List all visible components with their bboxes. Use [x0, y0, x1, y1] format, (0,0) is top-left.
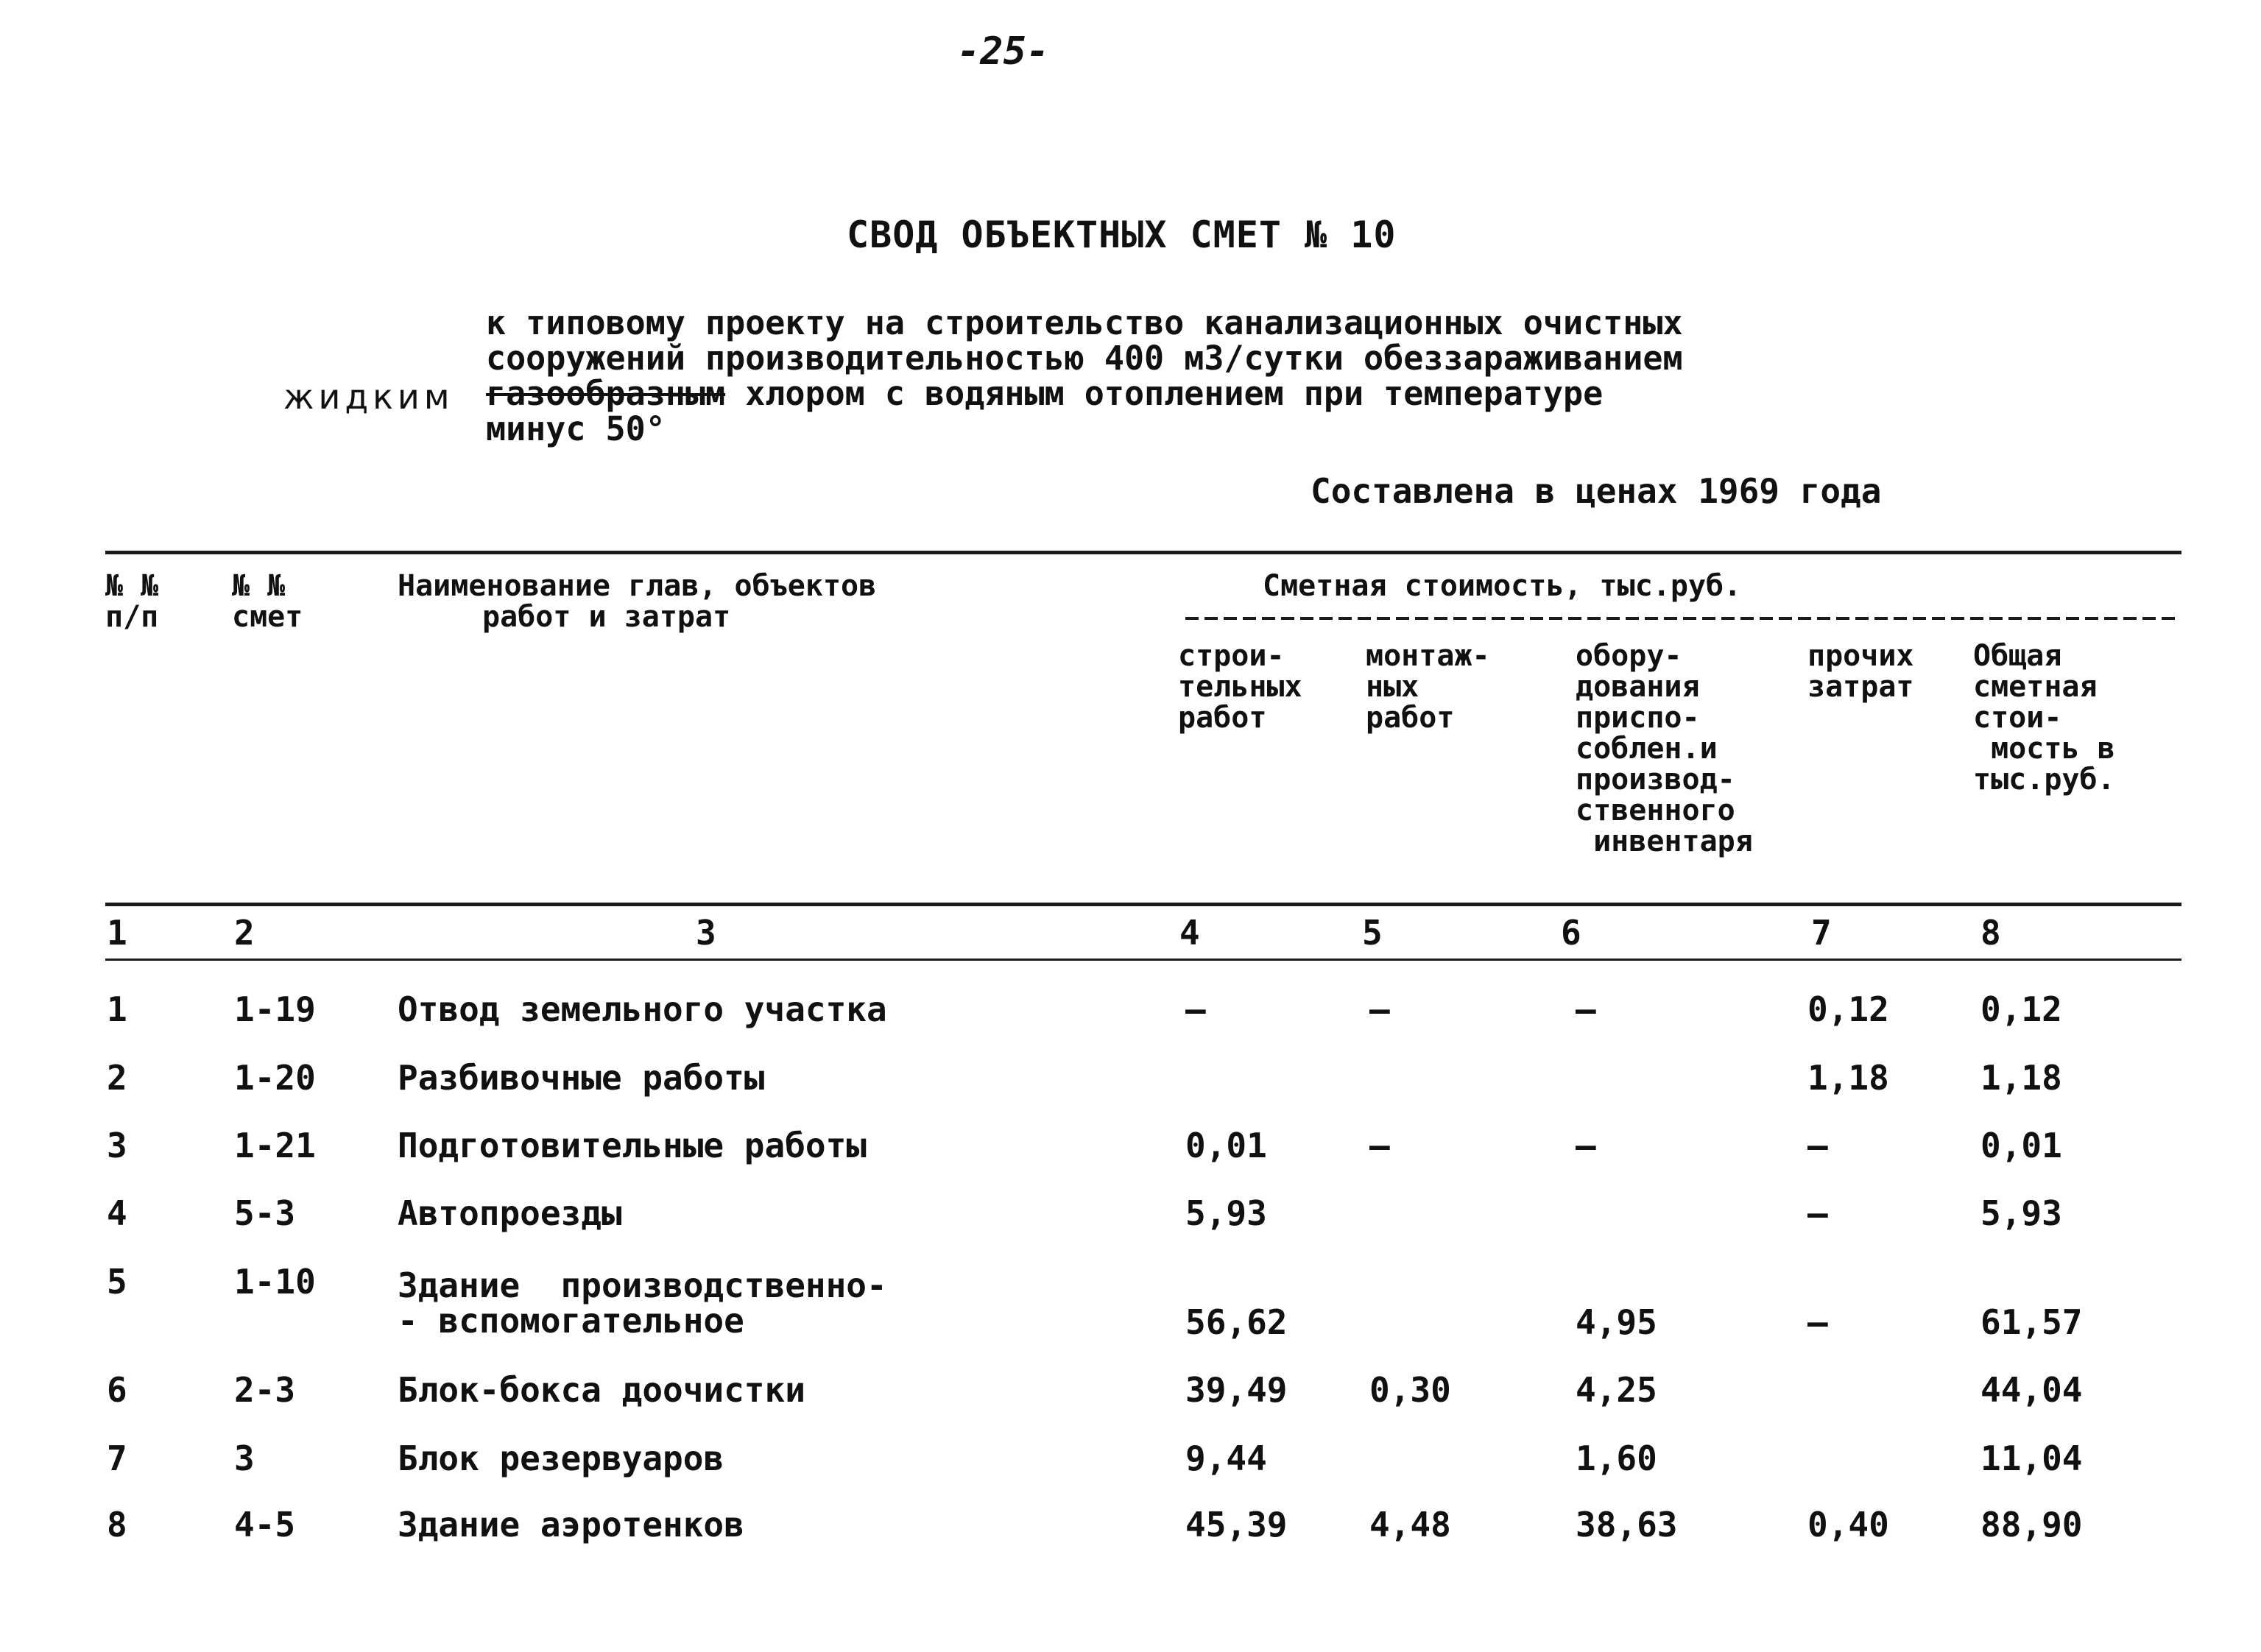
table-cell-installation: 0,30 [1369, 1370, 1451, 1410]
table-cell-num: 7 [107, 1439, 127, 1478]
table-cell-num: 8 [107, 1505, 127, 1545]
table-cell-name: Здание аэротенков [398, 1505, 744, 1545]
header-equipment: обору- дования приспо- соблен.и производ- ственного инвентаря [1576, 639, 1753, 858]
table-cell-equipment: 4,95 [1576, 1302, 1657, 1342]
header-cost-group: Сметная стоимость, тыс.руб. [1263, 569, 1742, 603]
table-cell-name: Автопроезды [398, 1193, 622, 1233]
table-cell-total: 5,93 [1980, 1193, 2062, 1233]
table-cell-other: – [1807, 1302, 1828, 1342]
table-cell-equipment: 1,60 [1576, 1439, 1657, 1478]
header-bottom-rule [105, 903, 2181, 906]
table-cell-total: 11,04 [1980, 1439, 2083, 1478]
table-cell-total: 0,01 [1980, 1126, 2062, 1165]
table-cell-equipment: 4,25 [1576, 1370, 1657, 1410]
subtitle-line-3-rest: хлором с водяным отоплением при температуре [725, 374, 1604, 413]
table-cell-estimate: 4-5 [234, 1505, 296, 1545]
col-number: 1 [107, 913, 127, 953]
col-number: 7 [1811, 913, 1832, 953]
table-cell-other: 0,40 [1807, 1505, 1889, 1545]
table-cell-estimate: 1-21 [234, 1126, 316, 1165]
column-numbers-rule [105, 959, 2181, 961]
document-subtitle [486, 303, 1683, 448]
table-cell-construction: 45,39 [1185, 1505, 1288, 1545]
table-cell-construction: 5,93 [1185, 1193, 1267, 1233]
table-cell-name: Блок-бокса доочистки [398, 1370, 805, 1410]
price-basis-note: Составлена в ценах 1969 года [1311, 471, 1882, 511]
table-cell-num: 5 [107, 1262, 127, 1302]
table-cell-estimate: 1-19 [234, 989, 316, 1029]
page-number: -25- [957, 29, 1050, 74]
header-other: прочих затрат [1807, 639, 1914, 704]
table-cell-estimate: 3 [234, 1439, 255, 1478]
table-cell-num: 6 [107, 1370, 127, 1410]
document-title: СВОД ОБЪЕКТНЫХ СМЕТ № 10 [847, 213, 1397, 256]
subtitle-line-1: к типовому проекту на строительство канализационных очистных [486, 303, 1683, 342]
table-cell-installation: – [1369, 1126, 1390, 1165]
header-installation: монтаж- ных работ [1366, 639, 1490, 735]
table-cell-other: – [1807, 1126, 1828, 1165]
table-cell-estimate: 2-3 [234, 1370, 296, 1410]
header-total: Общая сметная стои- мость в тыс.руб. [1973, 639, 2115, 797]
table-cell-num: 1 [107, 989, 127, 1029]
table-cell-total: 88,90 [1980, 1505, 2083, 1545]
col-number: 6 [1561, 913, 1581, 953]
subtitle-line-4: минус 50° [486, 409, 666, 448]
table-cell-total: 44,04 [1980, 1370, 2083, 1410]
col-number: 8 [1980, 913, 2001, 953]
col-number: 2 [234, 913, 255, 953]
table-cell-estimate: 5-3 [234, 1193, 296, 1233]
table-cell-other: 0,12 [1807, 989, 1889, 1029]
table-cell-construction: 9,44 [1185, 1439, 1267, 1478]
table-cell-name: Отвод земельного участка [398, 989, 887, 1029]
table-cell-name: Здание производственно- - вспомогательное [398, 1266, 887, 1341]
table-cell-construction: 0,01 [1185, 1126, 1267, 1165]
col-number: 3 [696, 913, 716, 953]
col-number: 5 [1362, 913, 1383, 953]
table-cell-other: 1,18 [1807, 1058, 1889, 1098]
table-cell-name: Блок резервуаров [398, 1439, 724, 1478]
table-cell-construction: 56,62 [1185, 1302, 1288, 1342]
table-cell-num: 4 [107, 1193, 127, 1233]
table-cell-equipment: – [1576, 989, 1596, 1029]
struck-word: газообразным [486, 374, 726, 413]
header-num: № № п/п [105, 569, 159, 634]
table-cell-installation: – [1369, 989, 1390, 1029]
col-number: 4 [1179, 913, 1200, 953]
subtitle-line-2: сооружений производительностью 400 м3/сутки обеззараживанием [486, 339, 1683, 378]
table-cell-construction: – [1185, 989, 1206, 1029]
header-name: Наименование глав, объектов работ и затрат [398, 569, 877, 634]
header-construction: строи- тельных работ [1178, 639, 1302, 735]
table-top-rule [105, 551, 2181, 554]
table-cell-num: 2 [107, 1058, 127, 1098]
table-cell-total: 61,57 [1980, 1302, 2083, 1342]
header-estimate: № № смет [232, 569, 303, 634]
table-cell-name: Подготовительные работы [398, 1126, 867, 1165]
table-cell-construction: 39,49 [1185, 1370, 1288, 1410]
table-cell-estimate: 1-20 [234, 1058, 316, 1098]
table-cell-other: – [1807, 1193, 1828, 1233]
table-cell-num: 3 [107, 1126, 127, 1165]
cost-group-rule [1185, 617, 2179, 620]
table-cell-equipment: 38,63 [1576, 1505, 1678, 1545]
table-cell-total: 0,12 [1980, 989, 2062, 1029]
table-cell-estimate: 1-10 [234, 1262, 316, 1302]
table-cell-equipment: – [1576, 1126, 1596, 1165]
handwritten-insert: жидким [283, 377, 454, 417]
table-cell-installation: 4,48 [1369, 1505, 1451, 1545]
table-cell-name: Разбивочные работы [398, 1058, 765, 1098]
subtitle-line-3 [486, 376, 1683, 412]
table-cell-total: 1,18 [1980, 1058, 2062, 1098]
